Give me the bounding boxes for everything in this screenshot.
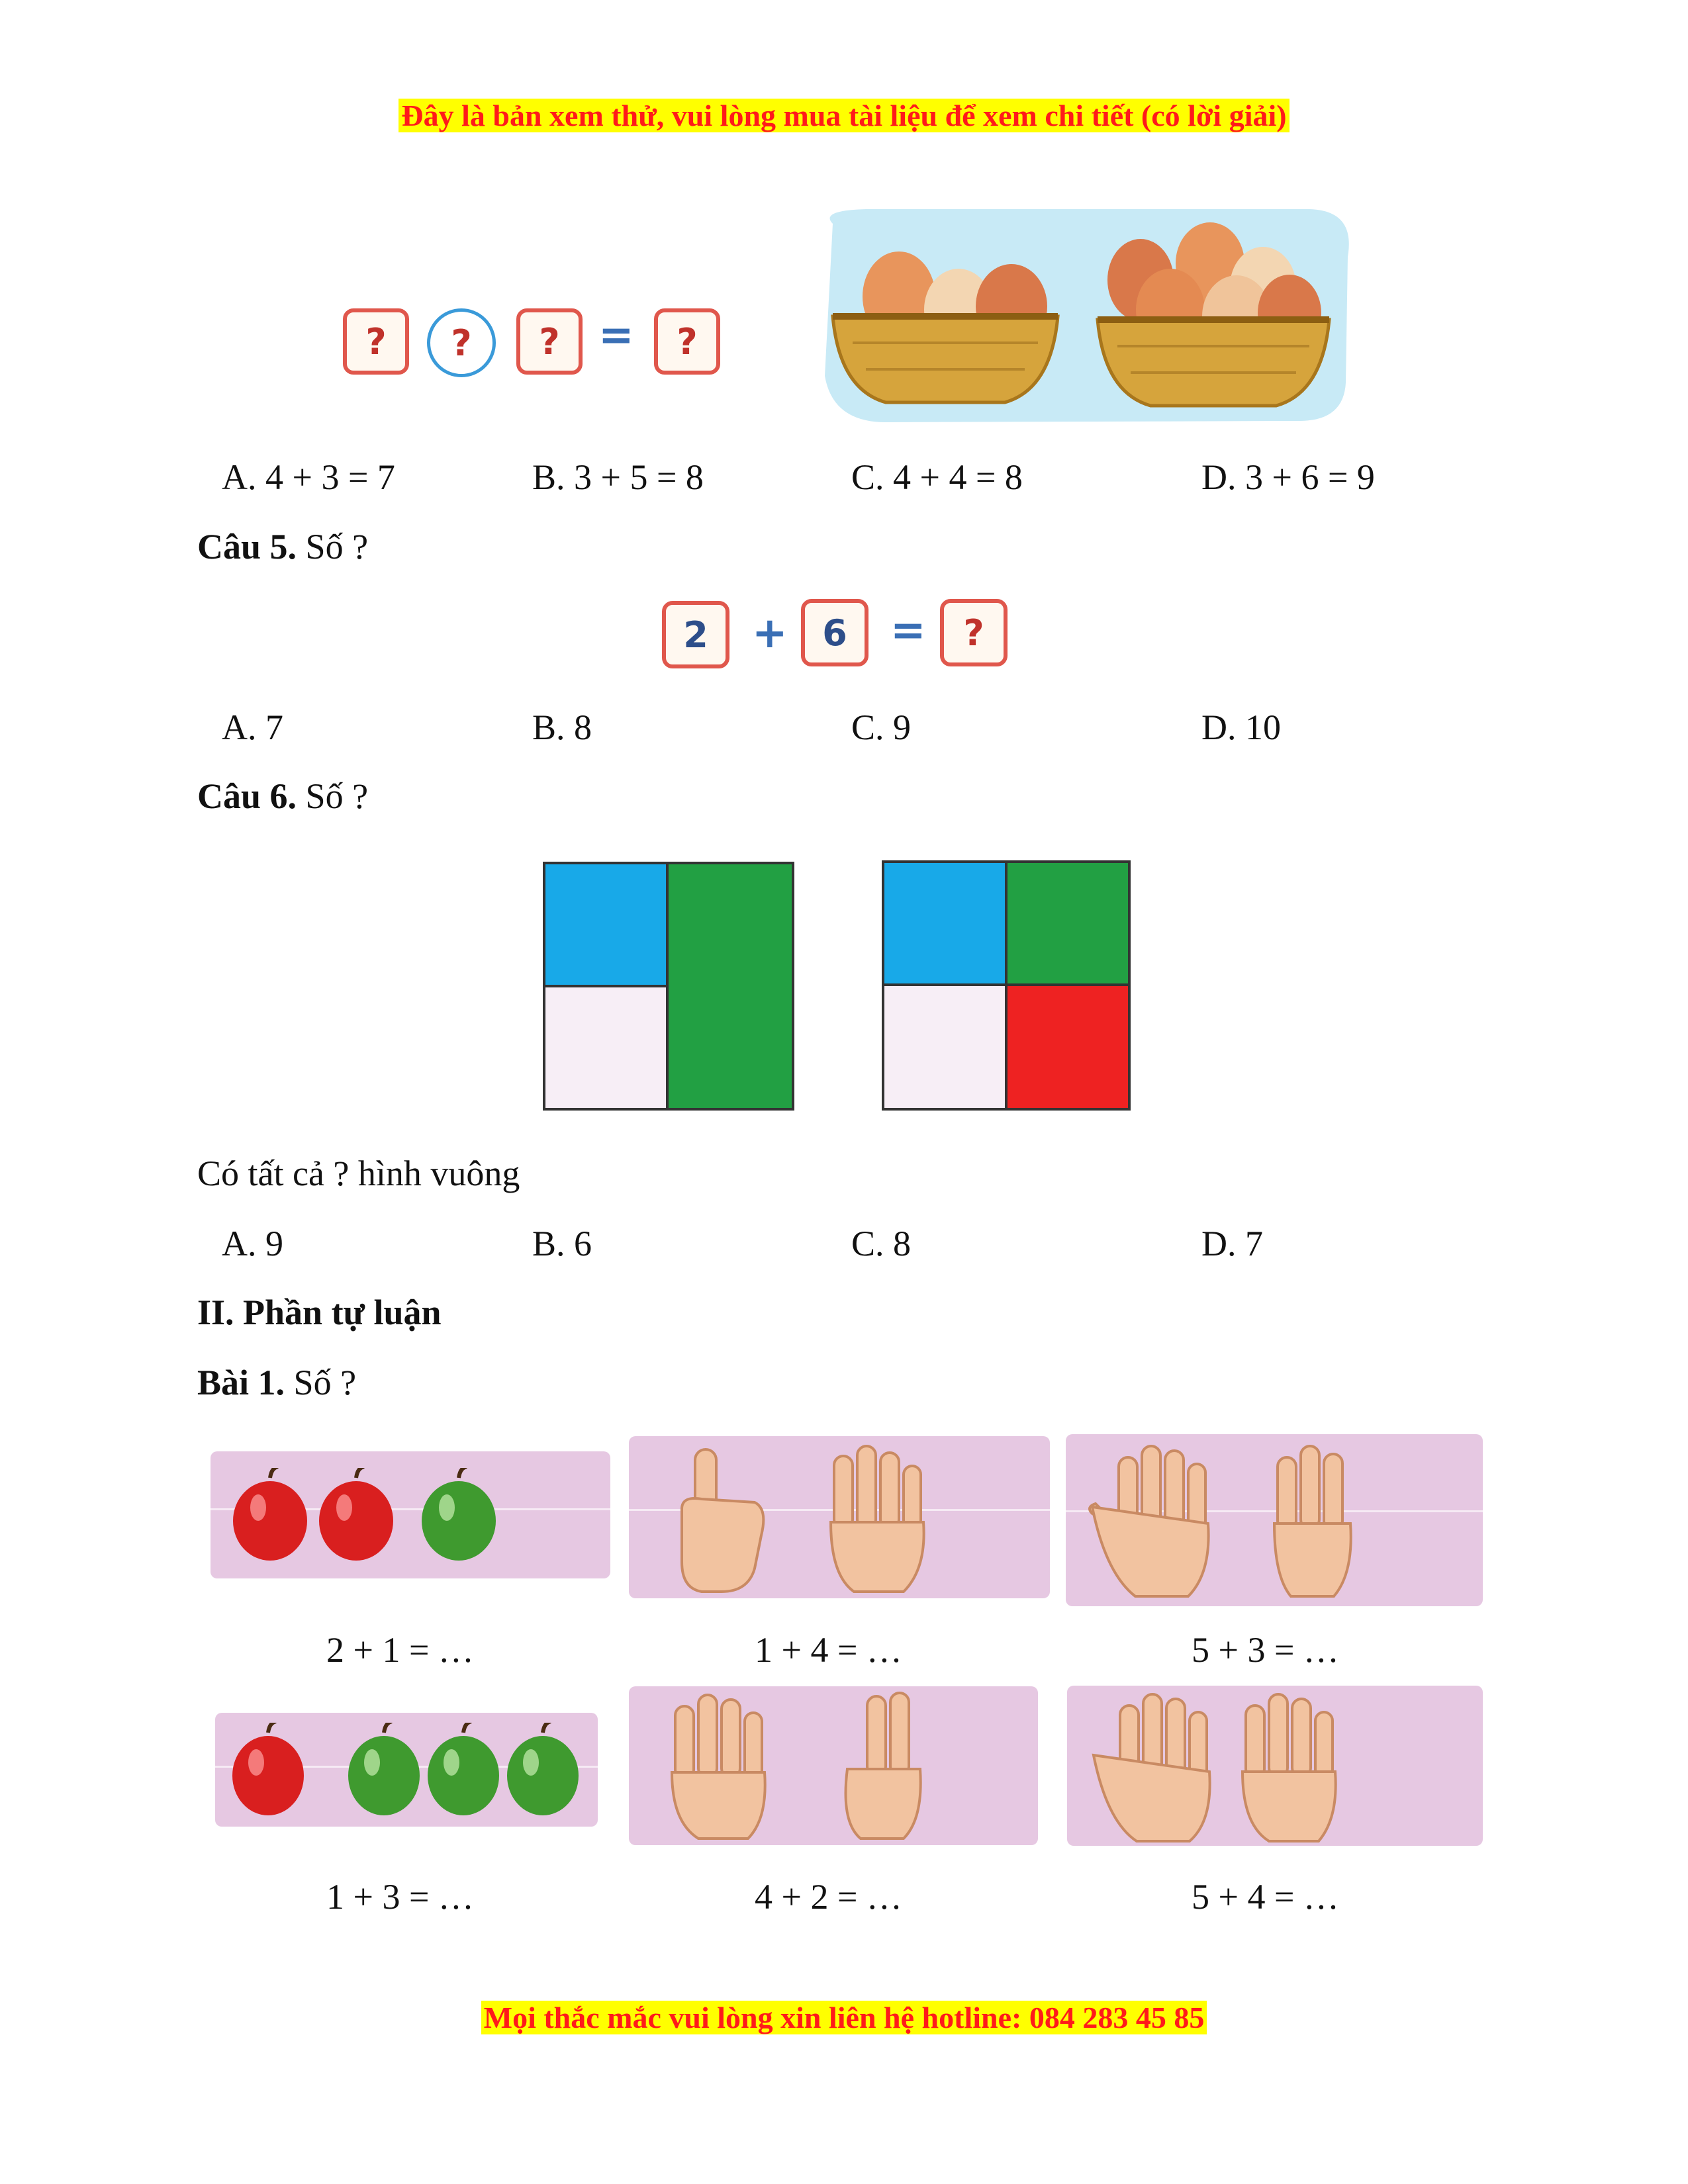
hands-panel-4 (1067, 1686, 1483, 1846)
q6-option-b: B. 6 (532, 1224, 592, 1263)
hands-1-and-4-fingers (655, 1443, 1026, 1595)
q6-heading (197, 776, 368, 817)
q5-answer-box: ? (940, 599, 1008, 666)
q6-label: Câu 6. (197, 776, 297, 816)
q5-heading (197, 526, 368, 567)
left-green-rectangle (666, 862, 794, 1111)
hotline-banner (0, 2000, 1688, 2035)
hands-panel-3 (629, 1686, 1038, 1845)
preview-notice-banner (0, 98, 1688, 133)
q5-option-d: D. 10 (1201, 707, 1281, 747)
q4-box-1: ? (343, 308, 409, 375)
q4-option-c: C. 4 + 4 = 8 (851, 457, 1023, 497)
egg-baskets-illustration (806, 204, 1356, 429)
bai1-heading (197, 1362, 356, 1403)
equation-1: 2 + 1 = … (326, 1630, 474, 1670)
right-red-square (1005, 983, 1131, 1111)
bai1-prompt: Số ? (293, 1363, 357, 1402)
q5-label: Câu 5. (197, 527, 297, 567)
q5-option-a: A. 7 (222, 707, 283, 747)
equation-2: 1 + 4 = … (755, 1630, 902, 1670)
apples-panel-1 (211, 1451, 610, 1578)
hands-panel-1 (629, 1436, 1050, 1598)
equation-5: 4 + 2 = … (755, 1877, 902, 1917)
hands-5-and-3-fingers (1079, 1441, 1463, 1600)
hands-4-and-2-fingers (649, 1690, 1019, 1842)
q4-option-b: B. 3 + 5 = 8 (532, 457, 704, 497)
q5-first-number: 2 (662, 601, 729, 668)
apples-panel-2 (215, 1713, 598, 1827)
section-2-title: II. Phần tự luận (197, 1293, 442, 1332)
q6-prompt: Số ? (305, 776, 369, 816)
q5-option-b: B. 8 (532, 707, 592, 747)
apples-2-red-1-green (230, 1468, 508, 1567)
apples-1-red-3-green (228, 1723, 586, 1822)
q4-option-a: A. 4 + 3 = 7 (222, 457, 395, 497)
q5-plus-sign: + (752, 609, 788, 658)
left-blue-square (543, 862, 669, 987)
preview-notice-text: Đây là bản xem thử, vui lòng mua tài liệu để xem chi tiết (có lời giải) (399, 99, 1289, 132)
q5-option-c: C. 9 (851, 707, 912, 747)
q6-option-a: A. 9 (222, 1224, 283, 1263)
q4-box-result: ? (654, 308, 720, 375)
equation-6: 5 + 4 = … (1192, 1877, 1339, 1917)
right-blue-square (882, 860, 1008, 986)
q5-equals-sign: = (890, 606, 926, 655)
left-white-square (543, 985, 669, 1111)
q5-prompt: Số ? (305, 527, 369, 567)
q4-equals-sign: = (598, 311, 634, 360)
q4-box-2: ? (516, 308, 583, 375)
q6-question: Có tất cả ? hình vuông (197, 1154, 520, 1193)
bai1-label: Bài 1. (197, 1363, 285, 1402)
hands-panel-2 (1066, 1434, 1483, 1606)
q4-operator-circle: ? (427, 308, 496, 377)
q4-option-d: D. 3 + 6 = 9 (1201, 457, 1375, 497)
equation-3: 5 + 3 = … (1192, 1630, 1339, 1670)
equation-4: 1 + 3 = … (326, 1877, 474, 1917)
right-green-square (1005, 860, 1131, 986)
q6-option-d: D. 7 (1201, 1224, 1263, 1263)
hands-5-and-4-fingers (1080, 1689, 1464, 1844)
hotline-text: Mọi thắc mắc vui lòng xin liên hệ hotline: 084 283 45 85 (481, 2001, 1207, 2034)
right-white-square (882, 983, 1008, 1111)
q6-option-c: C. 8 (851, 1224, 912, 1263)
q5-second-number: 6 (801, 599, 868, 666)
